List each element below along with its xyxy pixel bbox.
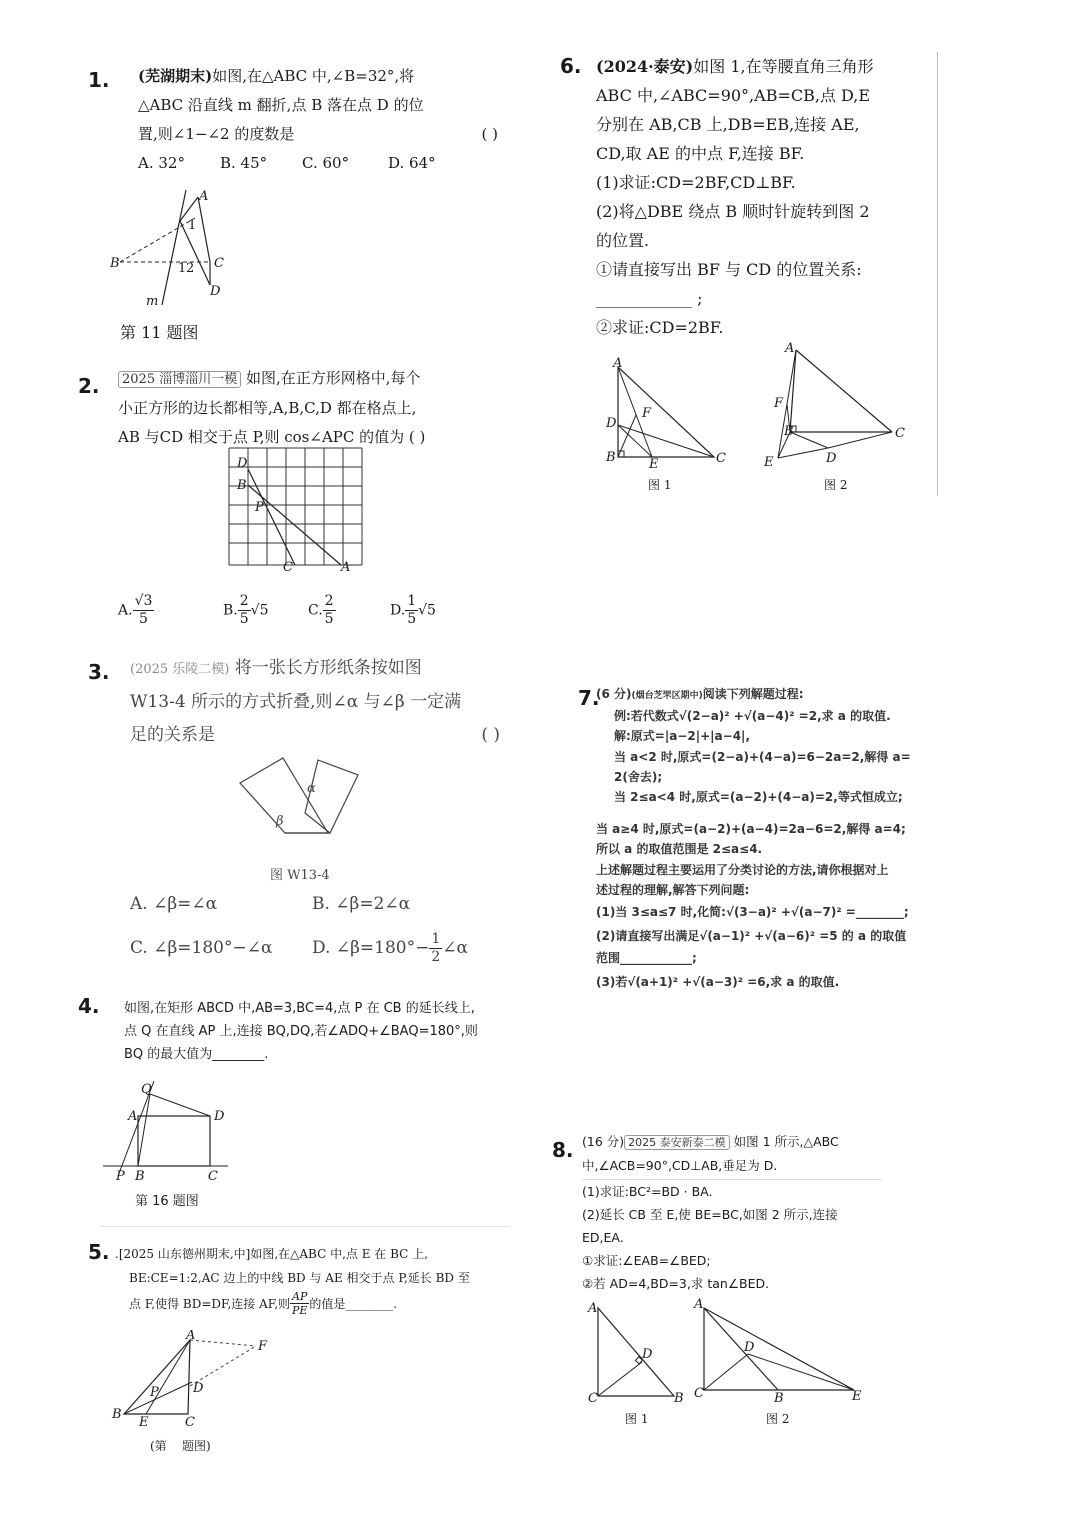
q2-label-c: C	[283, 560, 293, 575]
q6-fig1-label-a: A	[613, 356, 623, 371]
q1-label-b: B	[110, 256, 120, 271]
q6-fig2-label-c: C	[895, 426, 905, 441]
q2-stem	[118, 364, 498, 452]
q5-stem	[115, 1242, 515, 1317]
q8-line7: ②若 AD=4,BD=3,求 tan∠BED.	[582, 1276, 770, 1291]
q4-label-b: B	[135, 1169, 145, 1184]
q3-line2: W13-4 所示的方式折叠,则∠α 与∠β 一定满	[130, 692, 462, 712]
q7-line4: 2(舍去);	[614, 769, 663, 784]
q5-dashed-df	[190, 1346, 256, 1386]
q5-label-c: C	[185, 1415, 195, 1430]
q8-fig2-label-e: E	[852, 1389, 862, 1404]
q2-option-a: A. $\frac{√3}{5}$	[118, 593, 153, 627]
q5-label-a: A	[186, 1330, 196, 1343]
q2-number: 2.	[78, 374, 100, 398]
q4-label-q: Q	[141, 1082, 152, 1097]
q6-fig1-label-d: D	[606, 416, 617, 431]
q5-caption: (第 题图)	[150, 1439, 211, 1453]
q8-fig2-label-b: B	[774, 1391, 784, 1406]
q6-line3: 分别在 AB,CB 上,DB=EB,连接 AE,	[596, 115, 860, 134]
q3-label-beta: β	[276, 814, 284, 829]
q6-line2: ABC 中,∠ABC=90°,AB=CB,点 D,E	[596, 86, 871, 105]
q2-label-d: D	[237, 456, 248, 471]
q4-line2: 点 Q 在直线 AP 上,连接 BQ,DQ,若∠ADQ+∠BAQ=180°,则	[124, 1024, 478, 1039]
q6-fig2-segment-dc	[828, 432, 892, 448]
q5-fraction: $\frac{AP}{PE}$	[292, 1290, 308, 1317]
q6-fig2-side-ac	[796, 350, 892, 432]
q6-fig1-label-f: F	[642, 406, 652, 421]
q3-option-a: A. ∠β=∠α	[130, 894, 218, 914]
q2-label-p: P	[255, 500, 264, 515]
q6-fig2-segment-bd	[790, 432, 828, 448]
q6-figure-1	[600, 355, 750, 470]
q6-figure-2	[760, 340, 910, 470]
q1-figure	[100, 185, 250, 310]
q7-line5: 当 2≤a<4 时,原式=(a−2)+(4−a)=2,等式恒成立;	[614, 790, 903, 805]
q8-fig1-label-d: D	[642, 1347, 653, 1362]
q8-fig2-label-c: C	[694, 1386, 704, 1401]
q4-line3: BQ 的最大值为________.	[124, 1047, 269, 1062]
q3-caption: 图 W13-4	[270, 868, 330, 883]
q7-stem	[596, 684, 946, 996]
q3-strip-right	[305, 760, 358, 833]
q4-rectangle	[138, 1116, 210, 1166]
q2-segment-dc	[248, 469, 295, 565]
q2-grid-figure	[215, 445, 375, 585]
q5-line2: BE:CE=1:2,AC 边上的中线 BD 与 AE 相交于点 P,延长 BD 至	[129, 1271, 470, 1285]
q2-grid	[229, 448, 362, 565]
q4-label-d: D	[214, 1109, 225, 1124]
q4-label-a: A	[128, 1109, 138, 1124]
q8-fig1-label-a: A	[588, 1301, 598, 1316]
q8-fig2-segment-cd	[704, 1354, 748, 1390]
q3-figure	[230, 755, 390, 840]
q3-option-d: D. ∠β=180°− $\frac{1}{2}$ ∠α	[312, 931, 468, 965]
q6-line4: CD,取 AE 的中点 F,连接 BF.	[596, 144, 805, 163]
q8-tag: 2025 泰安新泰二模	[624, 1135, 730, 1150]
q1-line1: 如图,在△ABC 中,∠B=32°,将	[212, 67, 415, 85]
q7-line12: 范围____________;	[596, 951, 697, 966]
q6-source: (2024·泰安)	[596, 57, 694, 76]
q6-caption-1: 图 1	[648, 478, 672, 492]
q1-label-d: D	[210, 284, 221, 299]
q6-fig2-side-ab	[790, 350, 796, 432]
q7-line9: 述过程的理解,解答下列问题:	[596, 882, 750, 897]
q8-fig1-label-b: B	[674, 1391, 684, 1406]
q5-segment-ae	[146, 1340, 190, 1414]
q7-score: (6 分)	[596, 687, 632, 701]
q7-line8: 上述解题过程主要运用了分类讨论的方法,请你根据对上	[596, 862, 889, 877]
q5-label-f: F	[258, 1339, 268, 1354]
q1-option-a: A. 32°	[138, 154, 185, 172]
q8-fig2-segment-de	[748, 1354, 854, 1390]
q6-number: 6.	[560, 54, 582, 78]
q3-number: 3.	[88, 660, 110, 684]
q2-label-a: A	[341, 560, 351, 575]
q3-option-b: B. ∠β=2∠α	[312, 894, 411, 914]
q2-line1: 如图,在正方形网格中,每个	[246, 369, 421, 387]
q3-label-alpha: α	[307, 781, 316, 796]
q5-line3-pre: 点 F,使得 BD=DF,连接 AF,则	[129, 1296, 291, 1311]
q2-options	[118, 593, 498, 628]
q6-fig1-label-e: E	[649, 457, 659, 470]
q1-option-c: C. 60°	[302, 154, 350, 172]
q1-number: 1.	[88, 68, 110, 92]
q2-option-c: C. $\frac{2}{5}$	[308, 593, 334, 627]
q8-caption-1: 图 1	[625, 1412, 649, 1426]
q5-label-d: D	[193, 1381, 204, 1396]
q6-fig1-segment-de	[618, 425, 652, 457]
q6-caption-2: 图 2	[824, 478, 848, 492]
q2-option-b: B. $\frac{2}{5}$ √5	[223, 593, 269, 627]
q7-line11: (2)请直接写出满足√(a−1)² +√(a−6)² =5 的 a 的取值	[596, 929, 907, 944]
q6-fig2-label-a: A	[785, 341, 795, 356]
q1-paren: ( )	[481, 125, 498, 143]
q3-source: (2025 乐陵二模)	[130, 662, 230, 677]
q6-fig1-segment-cd	[618, 425, 714, 457]
q6-fig2-label-d: D	[826, 451, 837, 466]
q5-label-p: P	[150, 1385, 159, 1400]
q8-figure-1	[584, 1298, 694, 1408]
q2-tag: 2025 淄博淄川一模	[118, 371, 241, 388]
q5-label-b: B	[112, 1407, 122, 1422]
q8-figure-2	[690, 1296, 870, 1406]
q3-line1: 将一张长方形纸条按如图	[234, 658, 422, 678]
q4-q5-divider	[100, 1226, 510, 1227]
q3-line3: 足的关系是	[130, 725, 215, 745]
q8-fig1-segment-cd	[598, 1362, 642, 1396]
q8-score: (16 分)	[582, 1134, 625, 1149]
q3-stem	[130, 652, 500, 752]
q4-label-c: C	[208, 1169, 218, 1184]
q6-fig1-label-c: C	[716, 451, 726, 466]
q6-fig2-label-e: E	[764, 455, 774, 470]
q4-caption: 第 16 题图	[135, 1194, 199, 1209]
q8-line1: 如图 1 所示,△ABC	[733, 1134, 839, 1149]
q2-line3: AB 与CD 相交于点 P,则 cos∠APC 的值为 ( )	[118, 428, 426, 446]
q6-line5: (1)求证:CD=2BF,CD⊥BF.	[596, 173, 796, 192]
q7-line6: 当 a≥4 时,原式=(a−2)+(a−4)=2a−6=2,解得 a=4;	[596, 822, 906, 837]
q1-label-m: m	[146, 294, 159, 309]
q8-stem	[582, 1130, 882, 1295]
q8-fig2-label-d: D	[744, 1340, 755, 1355]
q1-caption: 第 11 题图	[120, 323, 199, 342]
q8-fig1-label-c: C	[588, 1391, 598, 1406]
q8-fig1-triangle	[598, 1308, 674, 1396]
q3-paren: ( )	[481, 725, 500, 745]
q7-line2: 解:原式=|a−2|+|a−4|,	[614, 729, 751, 744]
q5-line3-post: 的值是________.	[309, 1296, 398, 1311]
q1-option-d: D. 64°	[388, 154, 436, 172]
q8-line3: (1)求证:BC²=BD · BA.	[582, 1179, 882, 1203]
q8-number: 8.	[552, 1138, 574, 1162]
q6-line1: 如图 1,在等腰直角三角形	[693, 57, 874, 76]
q5-line1: .[2025 山东德州期末,中]如图,在△ABC 中,点 E 在 BC 上,	[115, 1247, 428, 1261]
q1-option-b: B. 45°	[220, 154, 268, 172]
q5-label-e: E	[139, 1415, 149, 1430]
q4-line1: 如图,在矩形 ABCD 中,AB=3,BC=4,点 P 在 CB 的延长线上,	[124, 1001, 475, 1016]
q1-source: (芜湖期末)	[138, 67, 213, 85]
q3-option-c: C. ∠β=180°−∠α	[130, 938, 273, 958]
q6-fig1-triangle	[618, 367, 714, 457]
q5-triangle-abc	[124, 1340, 190, 1414]
q6-line7: 的位置.	[596, 231, 650, 250]
q5-figure	[108, 1330, 278, 1430]
q4-segment-qd	[150, 1094, 210, 1116]
q4-stem	[124, 1001, 514, 1066]
q1-stem	[138, 62, 498, 178]
q7-line0: 阅读下列解题过程:	[702, 687, 804, 701]
q4-figure	[98, 1076, 248, 1188]
q1-label-c: C	[214, 256, 224, 271]
q6-line9: ____________ ;	[596, 289, 703, 308]
q6-fig1-label-b: B	[606, 450, 616, 465]
q1-label-1: 1	[188, 218, 197, 233]
q8-caption-2: 图 2	[766, 1412, 790, 1426]
q4-number: 4.	[78, 994, 100, 1018]
q1-label-1b: 1	[178, 261, 187, 276]
q6-line8: ①请直接写出 BF 与 CD 的位置关系:	[596, 260, 862, 279]
q8-fig2-triangle	[704, 1308, 854, 1390]
q1-line-m	[162, 190, 186, 305]
q6-stem	[596, 52, 926, 342]
q7-line13: (3)若√(a+1)² +√(a−3)² =6,求 a 的取值.	[596, 975, 840, 990]
q7-line3: 当 a<2 时,原式=(2−a)+(4−a)=6−2a=2,解得 a=	[614, 749, 911, 764]
q6-fig2-segment-ed	[778, 448, 828, 458]
q7-line7: 所以 a 的取值范围是 2≤a≤4.	[596, 842, 763, 857]
q1-side-ac	[198, 197, 210, 262]
q8-line4: (2)延长 CB 至 E,使 BE=BC,如图 2 所示,连接	[582, 1207, 838, 1222]
q6-margin-line	[937, 52, 938, 496]
q1-line3: 置,则∠1−∠2 的度数是	[138, 125, 295, 143]
q6-line6: (2)将△DBE 绕点 B 顺时针旋转到图 2	[596, 202, 870, 221]
q8-fig2-side-ab	[704, 1308, 778, 1390]
q2-option-d: D. $\frac{1}{5}$ √5	[390, 593, 436, 627]
q3-options	[130, 888, 510, 966]
q6-fig2-label-b: B	[784, 424, 794, 439]
q2-segment-ba	[248, 485, 341, 565]
q4-label-p: P	[116, 1169, 125, 1184]
q6-line10: ②求证:CD=2BF.	[596, 318, 724, 337]
q8-line5: ED,EA.	[582, 1230, 624, 1245]
q2-label-b: B	[237, 478, 247, 493]
q6-fig2-label-f: F	[774, 396, 784, 411]
q7-source: (烟台芝罘区期中)	[631, 691, 703, 701]
q8-line6: ①求证:∠EAB=∠BED;	[582, 1253, 711, 1268]
q4-segment-qb	[138, 1094, 150, 1166]
q5-dashed-af	[190, 1340, 256, 1346]
q8-line2: 中,∠ACB=90°,CD⊥AB,垂足为 D.	[582, 1158, 778, 1173]
q5-number: 5.	[88, 1240, 110, 1264]
q8-fig2-label-a: A	[694, 1297, 704, 1312]
q7-line1: 例:若代数式√(2−a)² +√(a−4)² =2,求 a 的取值.	[614, 709, 891, 724]
q7-number: 7.	[578, 686, 600, 710]
q6-fig1-segment-bf	[618, 415, 636, 457]
q1-dashed-ba	[120, 218, 195, 262]
q1-line2: △ABC 沿直线 m 翻折,点 B 落在点 D 的位	[138, 96, 424, 114]
q7-line10: (1)当 3≤a≤7 时,化简:√(3−a)² +√(a−7)² =________;	[596, 905, 909, 920]
q1-label-a: A	[199, 189, 209, 204]
q2-line2: 小正方形的边长都相等,A,B,C,D 都在格点上,	[118, 399, 417, 417]
q1-label-2: 2	[186, 261, 195, 276]
